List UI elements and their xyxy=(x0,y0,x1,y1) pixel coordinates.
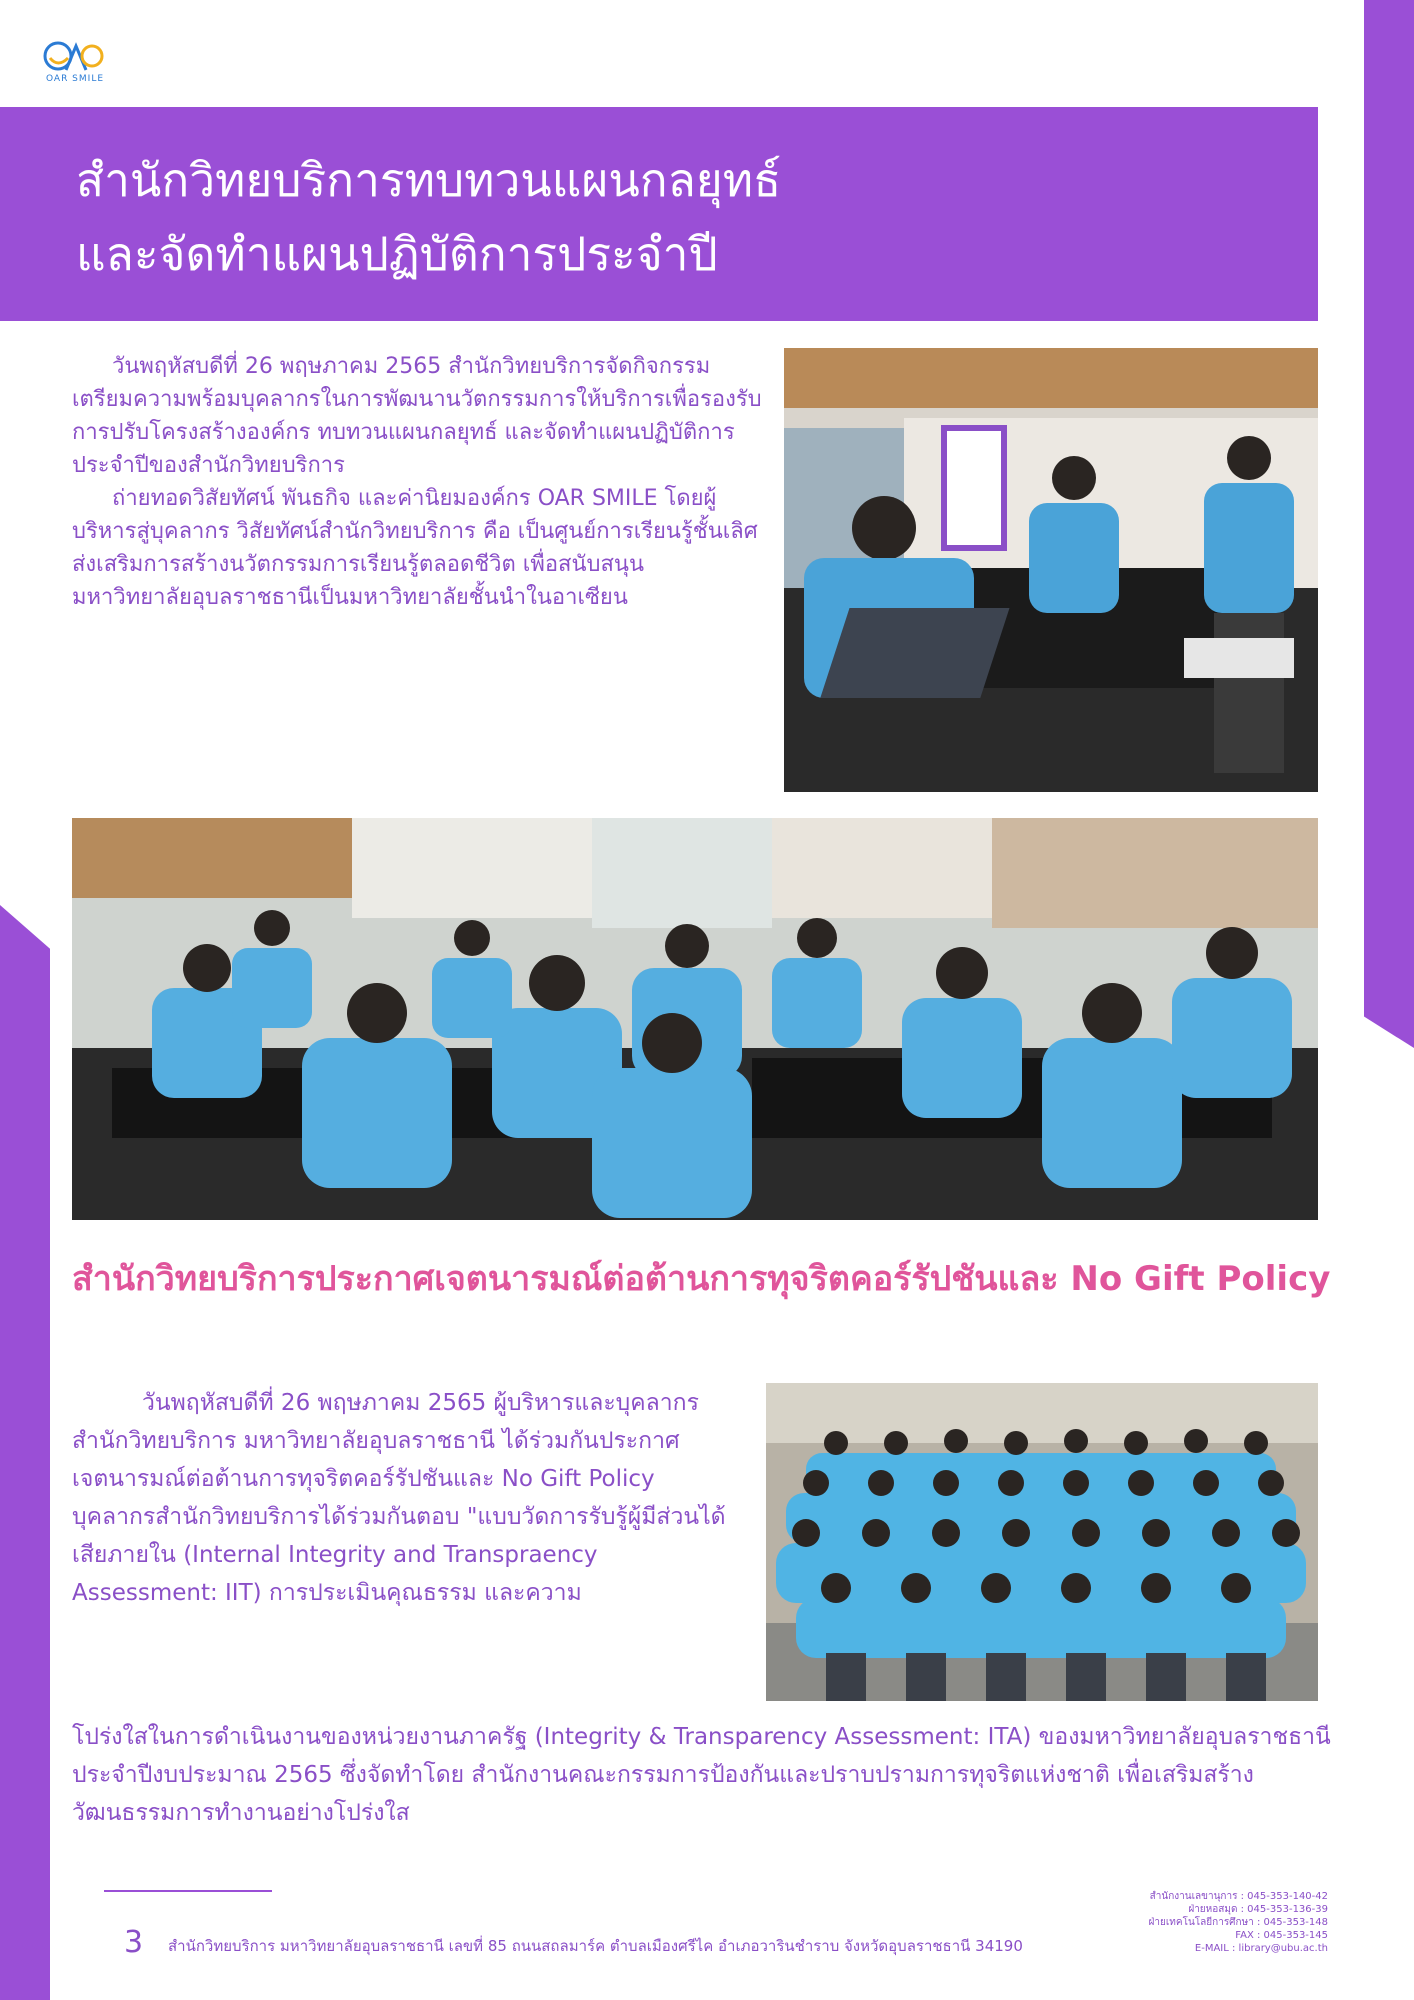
contact-line: FAX : 045-353-145 xyxy=(1235,1930,1328,1941)
article-2-text-top xyxy=(72,1384,732,1612)
page-title-line-2: และจัดทำแผนปฏิบัติการประจำปี xyxy=(76,227,718,281)
decorative-left-wedge xyxy=(0,905,50,2000)
article-2-paragraph-2: โปร่งใสในการดำเนินงานของหน่วยงานภาครัฐ (Integrity & Transparency Assessment: ITA) ของมหาวิทยาลัยอุบลราชธานี ประจำปีงบประมาณ 2565 ซึ่งจัดทำโดย สำนักงานคณะกรรมการป้องกันและปราบปรามการทุจริตแห่งชาติ เพื่อเสริมสร้างวัฒนธรรมการทำงานอย่างโปร่งใส xyxy=(72,1724,1331,1826)
article-1-paragraph-2: ถ่ายทอดวิสัยทัศน์ พันธกิจ และค่านิยมองค์กร OAR SMILE โดยผู้บริหารสู่บุคลากร วิสัยทัศน์สำนักวิทยบริการ คือ เป็นศูนย์การเรียนรู้ชั้นเลิศ ส่งเสริมการสร้างนวัตกรรมการเรียนรู้ตลอดชีวิต เพื่อสนับสนุนมหาวิทยาลัยอุบลราชธานีเป็นมหาวิทยาลัยชั้นนำในอาเซียน xyxy=(72,486,758,610)
oar-smile-logo xyxy=(42,38,108,88)
decorative-right-stripe xyxy=(1364,0,1414,1048)
contact-line: ฝ่ายเทคโนโลยีการศึกษา : 045-353-148 xyxy=(1148,1917,1328,1928)
logo-text: OAR SMILE xyxy=(45,74,105,84)
article-1-text xyxy=(72,350,762,614)
photo-group xyxy=(766,1383,1318,1701)
footer-contacts xyxy=(1100,1890,1328,1955)
title-banner xyxy=(0,107,1318,321)
page-title-line-1: สำนักวิทยบริการทบทวนแผนกลยุทธ์ xyxy=(76,153,782,207)
logo-mark-icon xyxy=(42,38,108,78)
article-1-paragraph-1: วันพฤหัสบดีที่ 26 พฤษภาคม 2565 สำนักวิทยบริการจัดกิจกรรมเตรียมความพร้อมบุคลากรในการพัฒนานวัตกรรมการให้บริการเพื่อรองรับการปรับโครงสร้างองค์กร ทบทวนแผนกลยุทธ์ และจัดทำแผนปฏิบัติการประจำปีของสำนักวิทยบริการ xyxy=(72,354,762,478)
photo-presenters xyxy=(784,348,1318,792)
contact-line: ฝ่ายหอสมุด : 045-353-136-39 xyxy=(1188,1904,1328,1915)
article-2-title: สำนักวิทยบริการประกาศเจตนารมณ์ต่อต้านการทุจริตคอร์รัปชันและ No Gift Policy xyxy=(72,1259,1331,1299)
page-number: 3 xyxy=(124,1925,144,1960)
page-title xyxy=(76,143,781,291)
article-2-paragraph-1: วันพฤหัสบดีที่ 26 พฤษภาคม 2565 ผู้บริหารและบุคลากรสำนักวิทยบริการ มหาวิทยาลัยอุบลราชธานี ได้ร่วมกันประกาศเจตนารมณ์ต่อต้านการทุจริตคอร์รัปชันและ No Gift Policy บุคลากรสำนักวิทยบริการได้ร่วมกันตอบ "แบบวัดการรับรู้ผู้มีส่วนได้เสียภายใน (Internal Integrity and Transpraency Assessment: IIT) การประเมินคุณธรรม และความ xyxy=(72,1390,726,1606)
footer-address: สำนักวิทยบริการ มหาวิทยาลัยอุบลราชธานี เลขที่ 85 ถนนสถลมาร์ค ตำบลเมืองศรีไค อำเภอวารินชำราบ จังหวัดอุบลราชธานี 34190 xyxy=(168,1937,1023,1955)
article-2-text-bottom xyxy=(72,1718,1342,1832)
footer-divider xyxy=(104,1890,272,1892)
contact-line: สำนักงานเลขานุการ : 045-353-140-42 xyxy=(1149,1891,1328,1902)
photo-audience xyxy=(72,818,1318,1220)
contact-email[interactable]: E-MAIL : library@ubu.ac.th xyxy=(1194,1943,1328,1954)
